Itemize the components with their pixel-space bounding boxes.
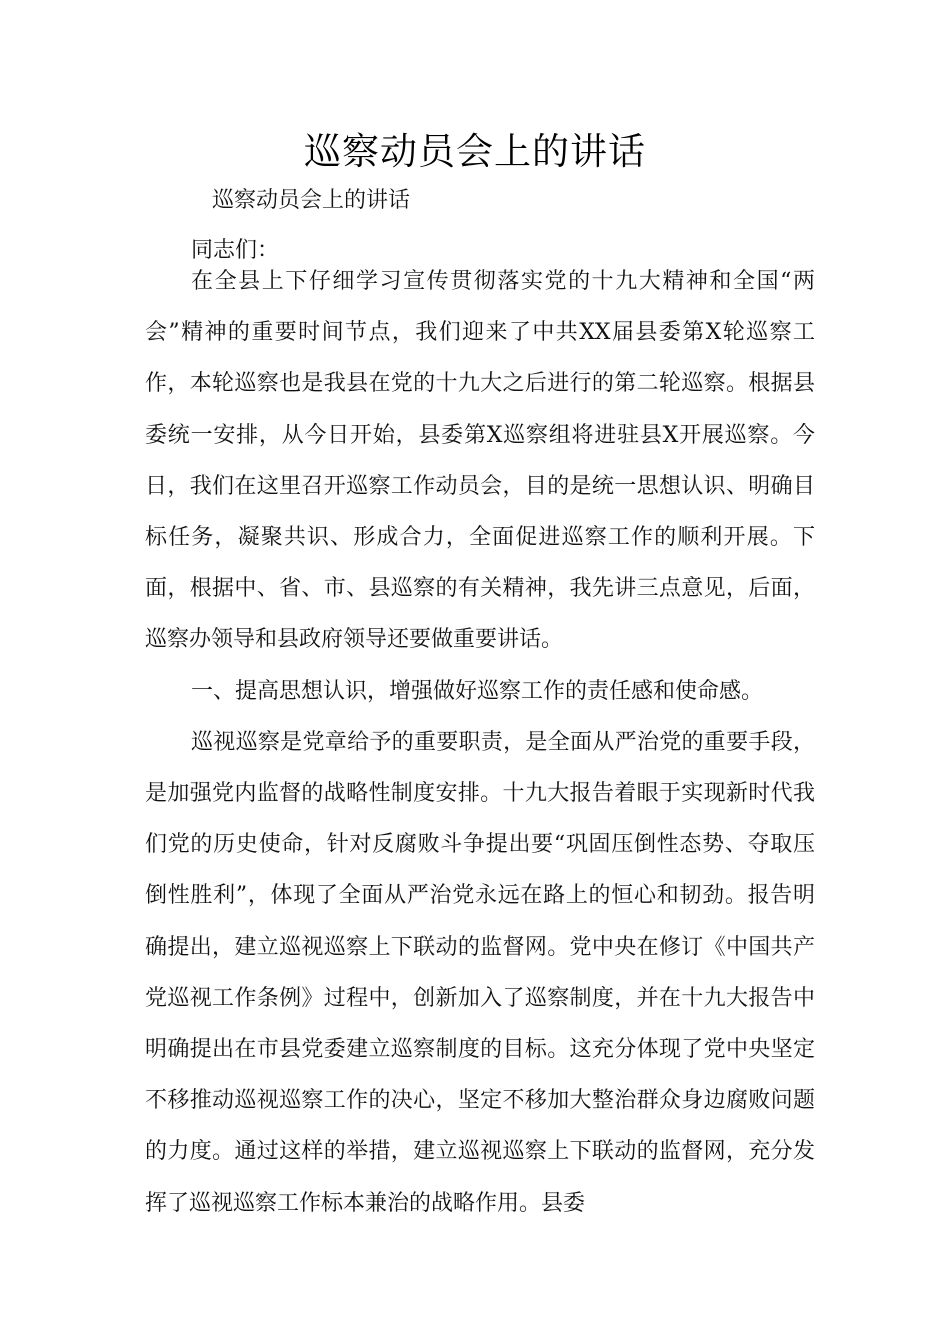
document-title: 巡察动员会上的讲话 bbox=[304, 130, 646, 173]
paragraph-intro: 在全县上下仔细学习宣传贯彻落实党的十九大精神和全国“两会”精神的重要时间节点，我们迎来了中共XX届县委第X轮巡察工作，本轮巡察也是我县在党的十九大之后进行的第二轮巡察。根据县委统一安排，从今日开始，县委第X巡察组将进驻县X开展巡察。今日，我们在这里召开巡察工作动员会，目的是统一思想认识、明确目标任务，凝聚共识、形成合力，全面促进巡察工作的顺利开展。下面，根据中、省、市、县巡察的有关精神，我先讲三点意见，后面，巡察办领导和县政府领导还要做重要讲话。 bbox=[145, 269, 815, 653]
document-subtitle: 巡察动员会上的讲话 bbox=[212, 188, 411, 213]
document-body bbox=[145, 256, 815, 1229]
paragraph-section-1: 巡视巡察是党章给予的重要职责，是全面从严治党的重要手段，是加强党内监督的战略性制度安排。十九大报告着眼于实现新时代我们党的历史使命，针对反腐败斗争提出要“巩固压倒性态势、夺取压倒性胜利”，体现了全面从严治党永远在路上的恒心和韧劲。报告明确提出，建立巡视巡察上下联动的监督网。党中央在修订《中国共产党巡视工作条例》过程中，创新加入了巡察制度，并在十九大报告中明确提出在市县党委建立巡察制度的目标。这充分体现了党中央坚定不移推动巡视巡察工作的决心，坚定不移加大整治群众身边腐败问题的力度。通过这样的举措，建立巡视巡察上下联动的监督网，充分发挥了巡视巡察工作标本兼治的战略作用。县委 bbox=[145, 729, 815, 1216]
section-heading-1: 一、提高思想认识，增强做好巡察工作的责任感和使命感。 bbox=[191, 678, 764, 704]
salutation: 同志们： bbox=[191, 238, 280, 263]
